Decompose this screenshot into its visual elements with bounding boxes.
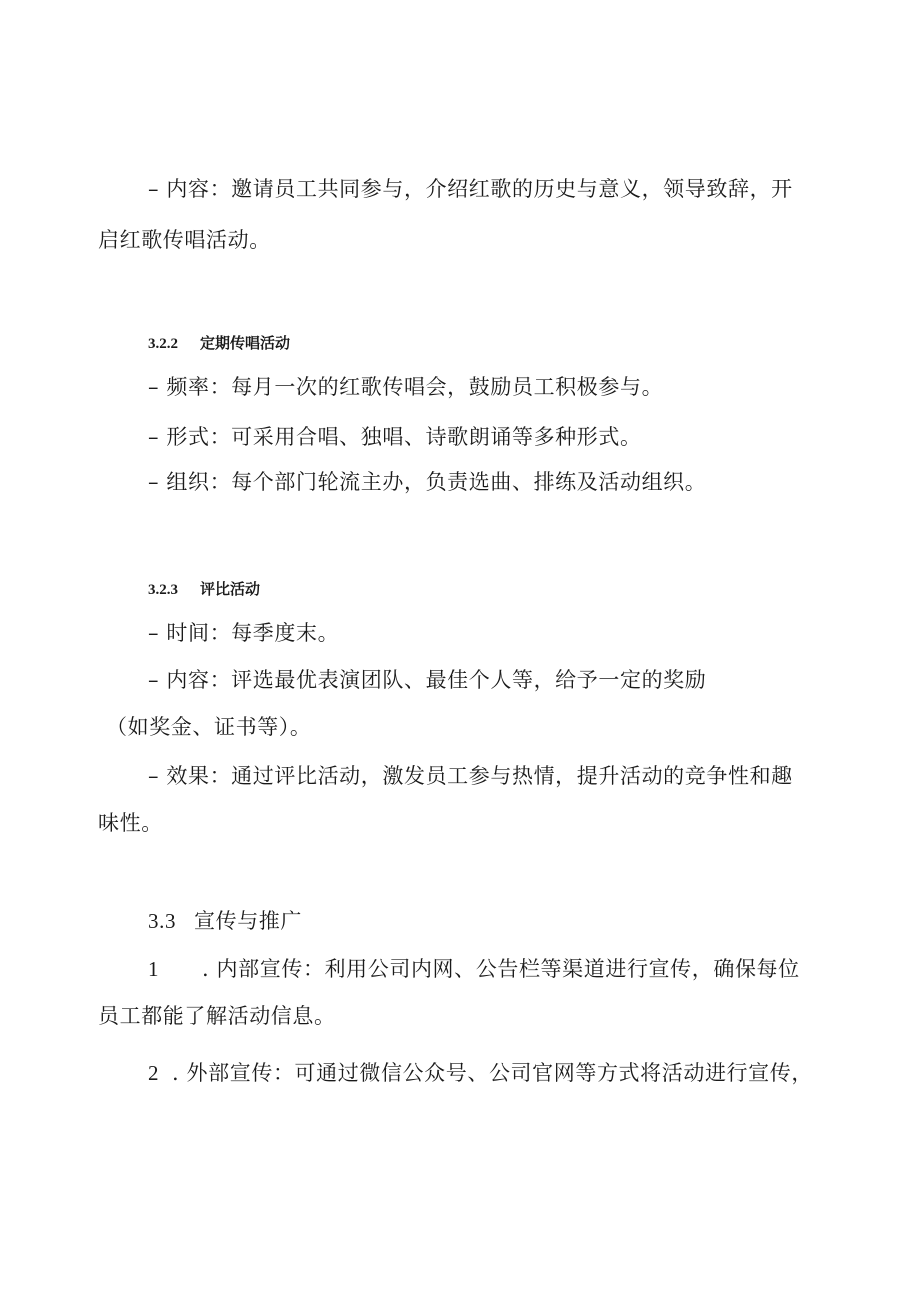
list-item: – 组织：每个部门轮流主办，负责选曲、排练及活动组织。: [148, 470, 707, 494]
section-number: 3.2.3: [148, 582, 178, 598]
opening-content-line-1: – 内容：邀请员工共同参与，介绍红歌的历史与意义，领导致辞，开: [148, 177, 793, 201]
section-title: 宣传与推广: [194, 909, 302, 933]
item-number: 1: [148, 957, 160, 981]
section-3-3-heading: [148, 907, 302, 935]
content-item-line-2: （如奖金、证书等）。: [106, 715, 312, 739]
item-text: . 内部宣传：利用公司内网、公告栏等渠道进行宣传，确保每位: [202, 957, 800, 981]
time-item: – 时间：每季度末。: [148, 621, 340, 645]
numbered-item-2-line-1: [148, 1059, 813, 1087]
effect-item-line-2: 味性。: [98, 811, 163, 835]
section-number: 3.2.2: [148, 336, 178, 352]
opening-content-line-2: 启红歌传唱活动。: [98, 228, 271, 252]
section-title: 定期传唱活动: [200, 334, 291, 352]
item-text: . 外部宣传：可通过微信公众号、公司官网等方式将活动进行宣传，: [172, 1061, 813, 1085]
content-item-line-1: – 内容：评选最优表演团队、最佳个人等，给予一定的奖励: [148, 668, 707, 692]
section-3-2-3-heading: [148, 578, 260, 601]
section-title: 评比活动: [200, 580, 261, 598]
effect-item-line-1: – 效果：通过评比活动，激发员工参与热情，提升活动的竞争性和趣: [148, 764, 793, 788]
numbered-item-1-line-1: [148, 955, 800, 983]
list-item: – 形式：可采用合唱、独唱、诗歌朗诵等多种形式。: [148, 425, 642, 449]
section-number: 3.3: [148, 909, 177, 933]
section-3-2-2-heading: [148, 332, 290, 355]
numbered-item-1-line-2: 员工都能了解活动信息。: [98, 1004, 336, 1028]
item-number: 2: [148, 1061, 160, 1085]
list-item: – 频率：每月一次的红歌传唱会，鼓励员工积极参与。: [148, 375, 664, 399]
